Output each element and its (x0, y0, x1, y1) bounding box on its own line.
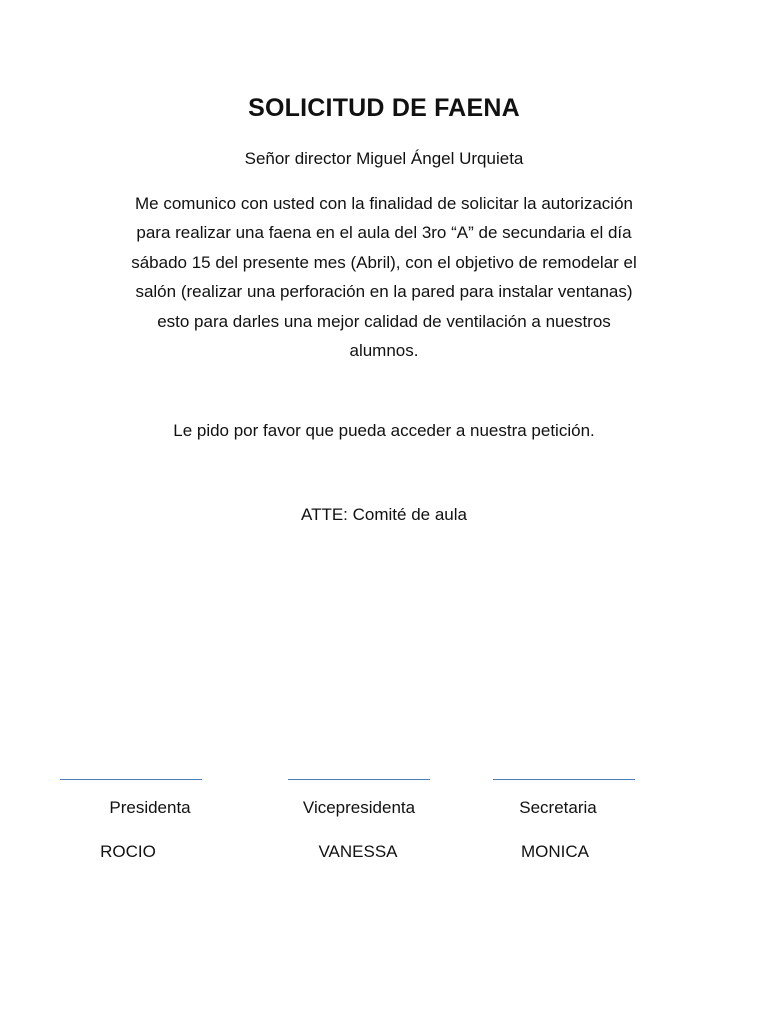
signature-block-presidenta (55, 779, 245, 879)
body-line: esto para darles una mejor calidad de ventilación a nuestros (157, 311, 611, 331)
signature-line (288, 779, 430, 780)
closing-signoff: ATTE: Comité de aula (301, 505, 467, 524)
signature-role: Secretaria (519, 798, 597, 817)
body-line: Me comunico con usted con la finalidad de solicitar la autorización (135, 194, 633, 213)
signature-role: Vicepresidenta (302, 798, 416, 817)
body-line: para realizar una faena en el aula del 3ro “A” de secundaria el día (136, 223, 632, 243)
body-line: sábado 15 del presente mes (Abril), con el objetivo de remodelar el (131, 252, 637, 272)
signature-block-vicepresidenta (264, 779, 454, 879)
signature-name: VANESSA (318, 842, 398, 861)
signature-block-secretaria (447, 779, 637, 879)
signature-line (493, 779, 635, 780)
signature-role: Presidenta (109, 798, 191, 817)
body-line: salón (realizar una perforación en la pared para instalar ventanas) (135, 282, 633, 302)
signature-name: ROCIO (100, 842, 156, 861)
request-sentence: Le pido por favor que pueda acceder a nuestra petición. (173, 421, 595, 440)
document-title: SOLICITUD DE FAENA (248, 94, 520, 122)
body-line: alumnos. (349, 341, 419, 361)
signature-line (60, 779, 202, 780)
salutation: Señor director Miguel Ángel Urquieta (244, 149, 524, 168)
body-paragraph (104, 189, 664, 365)
signature-name: MONICA (521, 842, 589, 861)
